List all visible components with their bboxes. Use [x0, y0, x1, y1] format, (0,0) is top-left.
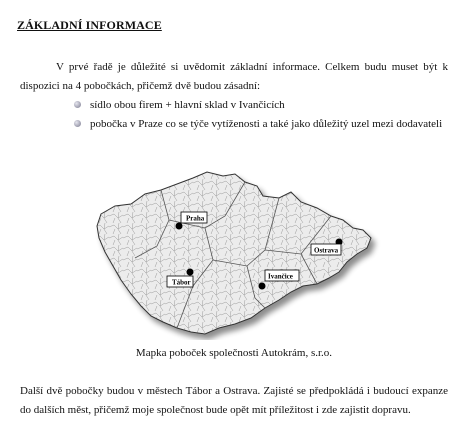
- bullet-icon: [74, 101, 81, 108]
- intro-paragraph: V prvé řadě je důležité si uvědomit základní informace. Celkem budu muset být k dispozici na 4 pobočkách, přičemž dvě budou zásadní:: [20, 61, 448, 92]
- list-item: [74, 115, 448, 134]
- city-label-praha: Praha: [186, 214, 205, 223]
- city-label-ivancice: Ivančice: [268, 272, 293, 281]
- closing-paragraph: Další dvě pobočky budou v městech Tábor a Ostrava. Zajisté se předpokládá i budoucí expanze do dalších měst, přičemž moje společnost bude opět mít příležitost i zde zajistit dopravu.: [20, 385, 448, 416]
- section-heading: ZÁKLADNÍ INFORMACE: [17, 18, 162, 32]
- bullet-icon: [74, 120, 81, 127]
- city-label-ostrava: Ostrava: [314, 246, 339, 255]
- list-item-text: pobočka v Praze co se týče vytíženosti a také jako důležitý uzel mezi dodavateli: [90, 118, 443, 130]
- bullet-list: [74, 96, 448, 134]
- city-marker-tabor: [187, 269, 194, 276]
- list-item-text: sídlo obou firem + hlavní sklad v Ivančicích: [90, 99, 285, 111]
- city-label-tabor: Tábor: [172, 278, 191, 287]
- czech-map-svg: [95, 168, 385, 340]
- list-item: [74, 96, 448, 115]
- branch-map: [95, 168, 385, 340]
- city-marker-ivancice: [259, 283, 266, 290]
- map-caption: Mapka poboček společnosti Autokrám, s.r.o.: [135, 347, 333, 359]
- city-marker-praha: [176, 223, 183, 230]
